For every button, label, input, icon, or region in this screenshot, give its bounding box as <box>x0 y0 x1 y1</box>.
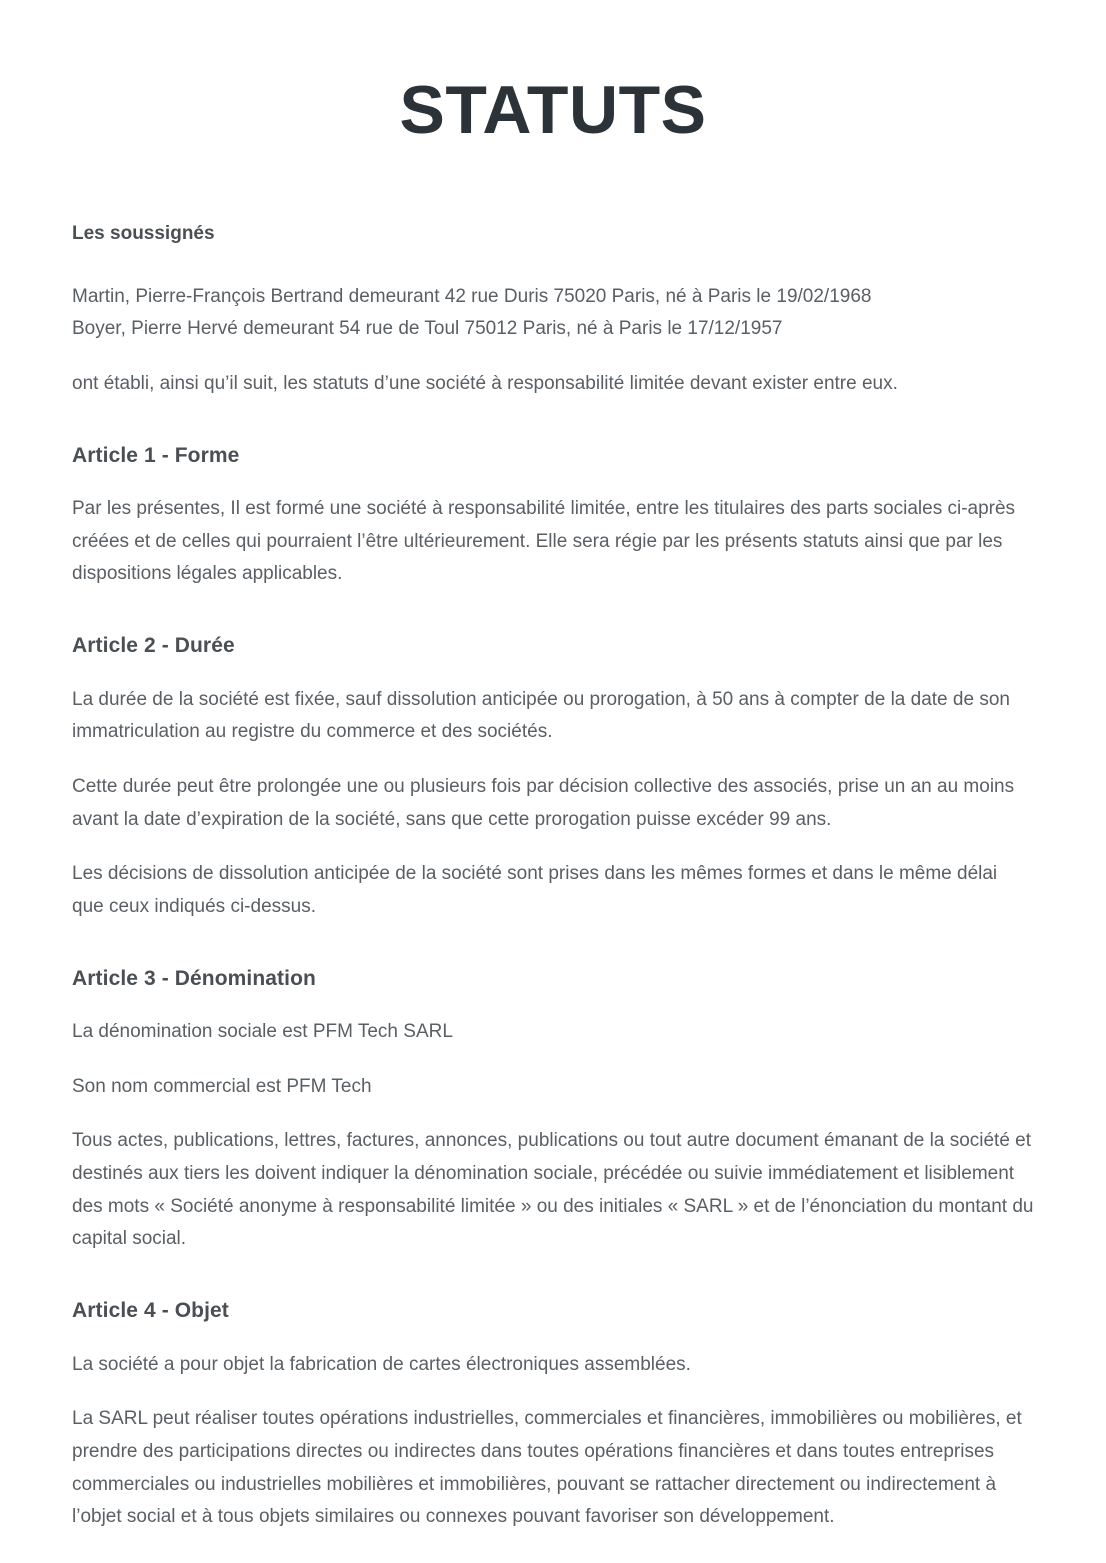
article-section-2 <box>72 631 1034 923</box>
article-paragraph: Tous actes, publications, lettres, factures, annonces, publications ou tout autre document émanant de la société et destinés aux tiers les doivent indiquer la dénomination sociale, précédée ou suivie immédiatement et lisiblement des mots « Société anonyme à responsabilité limitée » ou des initiales « SARL » et de l’énonciation du montant du capital social. <box>72 1130 1034 1250</box>
article-paragraph: La dénomination sociale est PFM Tech SARL <box>72 1021 453 1043</box>
signatory-list <box>72 281 1034 346</box>
spacer <box>72 346 1034 368</box>
spacer <box>72 591 1034 631</box>
spacer <box>72 749 1034 771</box>
spacer <box>72 662 1034 684</box>
spacer <box>72 924 1034 964</box>
article-paragraph: Les décisions de dissolution anticipée de la société sont prises dans les mêmes formes et dans le même délai que ceux indiqués ci-dessus. <box>72 863 998 917</box>
article-section-1 <box>72 441 1034 591</box>
article-heading-4: Article 4 - Objet <box>72 1299 229 1323</box>
article-section-3 <box>72 964 1034 1256</box>
spacer <box>72 1256 1034 1296</box>
spacer <box>72 471 1034 493</box>
document-body <box>72 144 1034 1534</box>
spacer <box>72 994 1034 1016</box>
signatory-line: Martin, Pierre-François Bertrand demeurant 42 rue Duris 75020 Paris, né à Paris le 19/02/1968 <box>72 285 872 307</box>
article-heading-3: Article 3 - Dénomination <box>72 966 316 990</box>
article-paragraph: La durée de la société est fixée, sauf dissolution anticipée ou prorogation, à 50 ans à compter de la date de son immatriculation au registre du commerce et des sociétés. <box>72 688 1010 743</box>
preamble-section <box>72 218 1034 401</box>
article-paragraph: Cette durée peut être prolongée une ou plusieurs fois par décision collective des associés, prise un an au moins avant la date d’expiration de la société, sans que cette prorogation puisse excéder 99 ans. <box>72 775 1015 830</box>
spacer <box>72 251 1034 281</box>
page-title: STATUTS <box>399 72 707 148</box>
spacer <box>72 1049 1034 1071</box>
article-section-4 <box>72 1296 1034 1534</box>
preamble-label: Les soussignés <box>72 223 215 244</box>
spacer <box>72 1381 1034 1403</box>
article-paragraph: La SARL peut réaliser toutes opérations industrielles, commerciales et financières, immobilières ou mobilières, et prendre des participations directes ou indirectes dans toutes opérations financières et dans toutes entreprises commerciales ou industrielles mobilières et immobilières, pouvant se rattacher directement ou indirectement à l’objet social et à tous objets similaires ou connexes pouvant favoriser son développement. <box>72 1408 1022 1528</box>
spacer <box>72 1103 1034 1125</box>
article-paragraph: La société a pour objet la fabrication de cartes électroniques assemblées. <box>72 1353 691 1375</box>
signatory-line: Boyer, Pierre Hervé demeurant 54 rue de Toul 75012 Paris, né à Paris le 17/12/1957 <box>72 318 783 340</box>
spacer <box>72 1327 1034 1349</box>
preamble-statement: ont établi, ainsi qu’il suit, les statuts d’une société à responsabilité limitée devant exister entre eux. <box>72 373 898 395</box>
article-heading-1: Article 1 - Forme <box>72 443 240 467</box>
spacer <box>72 401 1034 441</box>
article-paragraph: Par les présentes, Il est formé une société à responsabilité limitée, entre les titulaires des parts sociales ci-après créées et de celles qui pourraient l’être ultérieurement. Elle sera régie par les présents statuts ainsi que par les dispositions légales applicables. <box>72 498 1016 585</box>
article-heading-2: Article 2 - Durée <box>72 634 235 658</box>
article-paragraph: Son nom commercial est PFM Tech <box>72 1075 372 1097</box>
spacer <box>72 836 1034 858</box>
